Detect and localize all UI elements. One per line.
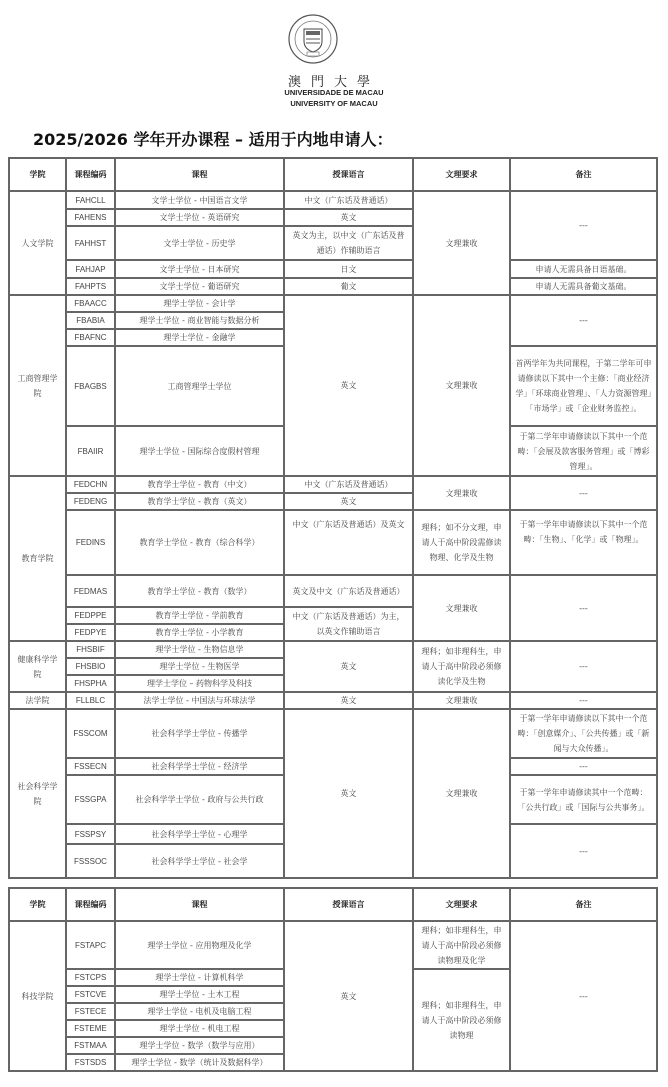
faculty-name: 工商管理学院 (9, 295, 66, 476)
program-name: 文学士学位 - 英语研究 (115, 209, 284, 226)
subject-requirement: 文理兼收 (413, 191, 510, 295)
program-code: FHSPHA (66, 675, 115, 692)
program-code: FSTMAA (66, 1037, 115, 1054)
table-row (9, 191, 657, 209)
program-code: FSTCVE (66, 986, 115, 1003)
program-name: 理学士学位 - 国际综合度假村管理 (115, 426, 284, 476)
teaching-language: 中文（广东话及普通话）及英文 (284, 510, 413, 575)
col-header-program: 课程 (115, 888, 284, 921)
teaching-language: 英文 (284, 641, 413, 692)
program-name: 社会科学学士学位 - 政府与公共行政 (115, 775, 284, 824)
program-name: 工商管理学士学位 (115, 346, 284, 426)
program-code: FHSBIO (66, 658, 115, 675)
table-row (9, 260, 657, 278)
col-header-code: 课程编码 (66, 158, 115, 191)
program-name: 法学士学位 - 中国法与环球法学 (115, 692, 284, 709)
teaching-language: 英文 (284, 921, 413, 1071)
subject-requirement: 文理兼收 (413, 709, 510, 878)
program-code: FAHPTS (66, 278, 115, 295)
faculty-name: 教育学院 (9, 476, 66, 641)
remarks: --- (510, 295, 657, 346)
subject-requirement: 文理兼收 (413, 476, 510, 510)
remarks: 于第一学年申请修读其中一个范畴：「公共行政」或「国际与公共事务」。 (510, 775, 657, 824)
table-row (9, 476, 657, 493)
col-header-faculty: 学院 (9, 158, 66, 191)
subject-requirement: 理科；如非理科生，申请人于高中阶段必须修读化学及生物 (413, 641, 510, 692)
col-header-language: 授课语言 (284, 888, 413, 921)
program-name: 文学士学位 - 葡语研究 (115, 278, 284, 295)
program-code: FEDCHN (66, 476, 115, 493)
program-code: FEDENG (66, 493, 115, 510)
program-name: 文学士学位 - 日本研究 (115, 260, 284, 278)
remarks: --- (510, 575, 657, 641)
program-name: 社会科学学士学位 - 经济学 (115, 758, 284, 775)
program-name: 理学士学位 - 土木工程 (115, 986, 284, 1003)
program-code: FSSCOM (66, 709, 115, 758)
teaching-language: 中文（广东话及普通话） (284, 191, 413, 209)
program-code: FSSSOC (66, 844, 115, 878)
col-header-requirement: 文理要求 (413, 888, 510, 921)
col-header-faculty: 学院 (9, 888, 66, 921)
university-logo (0, 0, 668, 112)
col-header-language: 授课语言 (284, 158, 413, 191)
program-code: FSSPSY (66, 824, 115, 844)
program-name: 理学士学位 - 数学（统计及数据科学） (115, 1054, 284, 1071)
program-name: 理学士学位 - 电机及电脑工程 (115, 1003, 284, 1020)
remarks: 申请人无需具备葡文基础。 (510, 278, 657, 295)
university-seal-icon (287, 13, 339, 65)
table-header-row (9, 888, 657, 921)
program-name: 理学士学位 – 药物科学及科技 (115, 675, 284, 692)
teaching-language: 葡文 (284, 278, 413, 295)
remarks: --- (510, 921, 657, 1071)
program-code: FEDPPE (66, 607, 115, 624)
program-name: 文学士学位 - 中国语言文学 (115, 191, 284, 209)
faculty-name: 人文学院 (9, 191, 66, 295)
programs-table-continued (8, 887, 658, 1072)
subject-requirement: 理科；如非理科生，申请人于高中阶段必须修读物理及化学 (413, 921, 510, 969)
program-code: FSTAPC (66, 921, 115, 969)
logo-chinese-name: 澳門大學 (287, 75, 380, 90)
program-name: 教育学士学位 - 教育（中文） (115, 476, 284, 493)
table-row (9, 692, 657, 709)
table-row (9, 510, 657, 575)
subject-requirement: 文理兼收 (413, 692, 510, 709)
program-code: FBAIIR (66, 426, 115, 476)
program-name: 理学士学位 - 应用物理及化学 (115, 921, 284, 969)
remarks: --- (510, 641, 657, 692)
col-header-remarks: 备注 (510, 158, 657, 191)
program-name: 教育学士学位 - 学前教育 (115, 607, 284, 624)
program-code: FBAFNC (66, 329, 115, 346)
program-code: FHSBIF (66, 641, 115, 658)
faculty-name: 法学院 (9, 692, 66, 709)
teaching-language: 英文及中文（广东话及普通话） (284, 575, 413, 607)
remarks: --- (510, 191, 657, 260)
program-code: FEDPYE (66, 624, 115, 641)
program-code: FSSECN (66, 758, 115, 775)
remarks: --- (510, 824, 657, 878)
table-row (9, 575, 657, 607)
program-code: FAHJAP (66, 260, 115, 278)
teaching-language: 中文（广东话及普通话） (284, 476, 413, 493)
program-code: FAHENS (66, 209, 115, 226)
col-header-requirement: 文理要求 (413, 158, 510, 191)
logo-english-name: UNIVERSITY OF MACAU (290, 99, 378, 108)
remarks: 于第一学年申请修读以下其中一个范畴：「生物」、「化学」或「物理」。 (510, 510, 657, 575)
subject-requirement: 理科；如非理科生，申请人于高中阶段必须修读物理 (413, 969, 510, 1071)
remarks: --- (510, 692, 657, 709)
programs-table (8, 157, 658, 879)
teaching-language: 日文 (284, 260, 413, 278)
program-code: FSTCPS (66, 969, 115, 986)
program-name: 理学士学位 - 金融学 (115, 329, 284, 346)
teaching-language: 英文 (284, 493, 413, 510)
subject-requirement: 文理兼收 (413, 575, 510, 641)
program-code: FBAACC (66, 295, 115, 312)
program-name: 理学士学位 - 生物信息学 (115, 641, 284, 658)
program-name: 理学士学位 - 生物医学 (115, 658, 284, 675)
program-name: 理学士学位 - 机电工程 (115, 1020, 284, 1037)
remarks: 于第二学年申请修读以下其中一个范畴：「会展及款客服务管理」或「博彩管理」。 (510, 426, 657, 476)
subject-requirement: 文理兼收 (413, 295, 510, 476)
program-name: 社会科学学士学位 - 社会学 (115, 844, 284, 878)
teaching-language: 英文 (284, 709, 413, 878)
program-name: 理学士学位 - 计算机科学 (115, 969, 284, 986)
col-header-program: 课程 (115, 158, 284, 191)
program-code: FAHHST (66, 226, 115, 260)
program-name: 理学士学位 - 会计学 (115, 295, 284, 312)
program-code: FSTECE (66, 1003, 115, 1020)
program-code: FAHCLL (66, 191, 115, 209)
page-title: 2025/2026 学年开办课程 – 适用于内地申请人： (33, 130, 393, 149)
program-code: FSTSDS (66, 1054, 115, 1071)
program-name: 文学士学位 - 历史学 (115, 226, 284, 260)
program-code: FEDMAS (66, 575, 115, 607)
program-code: FSTEME (66, 1020, 115, 1037)
teaching-language: 中文（广东话及普通话）为主，以英文作辅助语言 (284, 607, 413, 641)
remarks: 首两学年为共同课程，于第二学年可申请修读以下其中一个主修：「商业经济学」「环球商业管理」、「人力资源管理」「市场学」或「企业财务监控」。 (510, 346, 657, 426)
col-header-remarks: 备注 (510, 888, 657, 921)
program-name: 理学士学位 - 商业智能与数据分析 (115, 312, 284, 329)
faculty-name: 社会科学学院 (9, 709, 66, 878)
col-header-code: 课程编码 (66, 888, 115, 921)
faculty-name: 健康科学学院 (9, 641, 66, 692)
table-header-row (9, 158, 657, 191)
program-code: FLLBLC (66, 692, 115, 709)
program-name: 社会科学学士学位 - 心理学 (115, 824, 284, 844)
remarks: 于第一学年申请修读以下其中一个范畴：「创意媒介」、「公共传播」或「新闻与大众传播」。 (510, 709, 657, 758)
teaching-language: 英文 (284, 209, 413, 226)
teaching-language: 英文 (284, 295, 413, 476)
program-code: FBAGBS (66, 346, 115, 426)
program-name: 理学士学位 - 数学（数学与应用） (115, 1037, 284, 1054)
program-name: 教育学士学位 - 教育（英文） (115, 493, 284, 510)
table-row (9, 921, 657, 969)
program-name: 教育学士学位 - 教育（数学） (115, 575, 284, 607)
logo-portuguese-name: UNIVERSIDADE DE MACAU (284, 88, 384, 97)
program-name: 教育学士学位 - 小学教育 (115, 624, 284, 641)
subject-requirement: 理科；如不分文理，申请人于高中阶段需修读物理、化学及生物 (413, 510, 510, 575)
remarks: --- (510, 476, 657, 510)
program-code: FBABIA (66, 312, 115, 329)
table-row (9, 641, 657, 658)
table-row (9, 295, 657, 312)
faculty-name: 科技学院 (9, 921, 66, 1071)
teaching-language: 英文为主，以中文（广东话及普通话）作辅助语言 (284, 226, 413, 260)
table-row (9, 709, 657, 758)
remarks: 申请人无需具备日语基础。 (510, 260, 657, 278)
program-code: FEDINS (66, 510, 115, 575)
program-code: FSSGPA (66, 775, 115, 824)
program-name: 教育学士学位 - 教育（综合科学） (115, 510, 284, 575)
teaching-language: 英文 (284, 692, 413, 709)
program-name: 社会科学学士学位 - 传播学 (115, 709, 284, 758)
table-row (9, 278, 657, 295)
remarks: --- (510, 758, 657, 775)
